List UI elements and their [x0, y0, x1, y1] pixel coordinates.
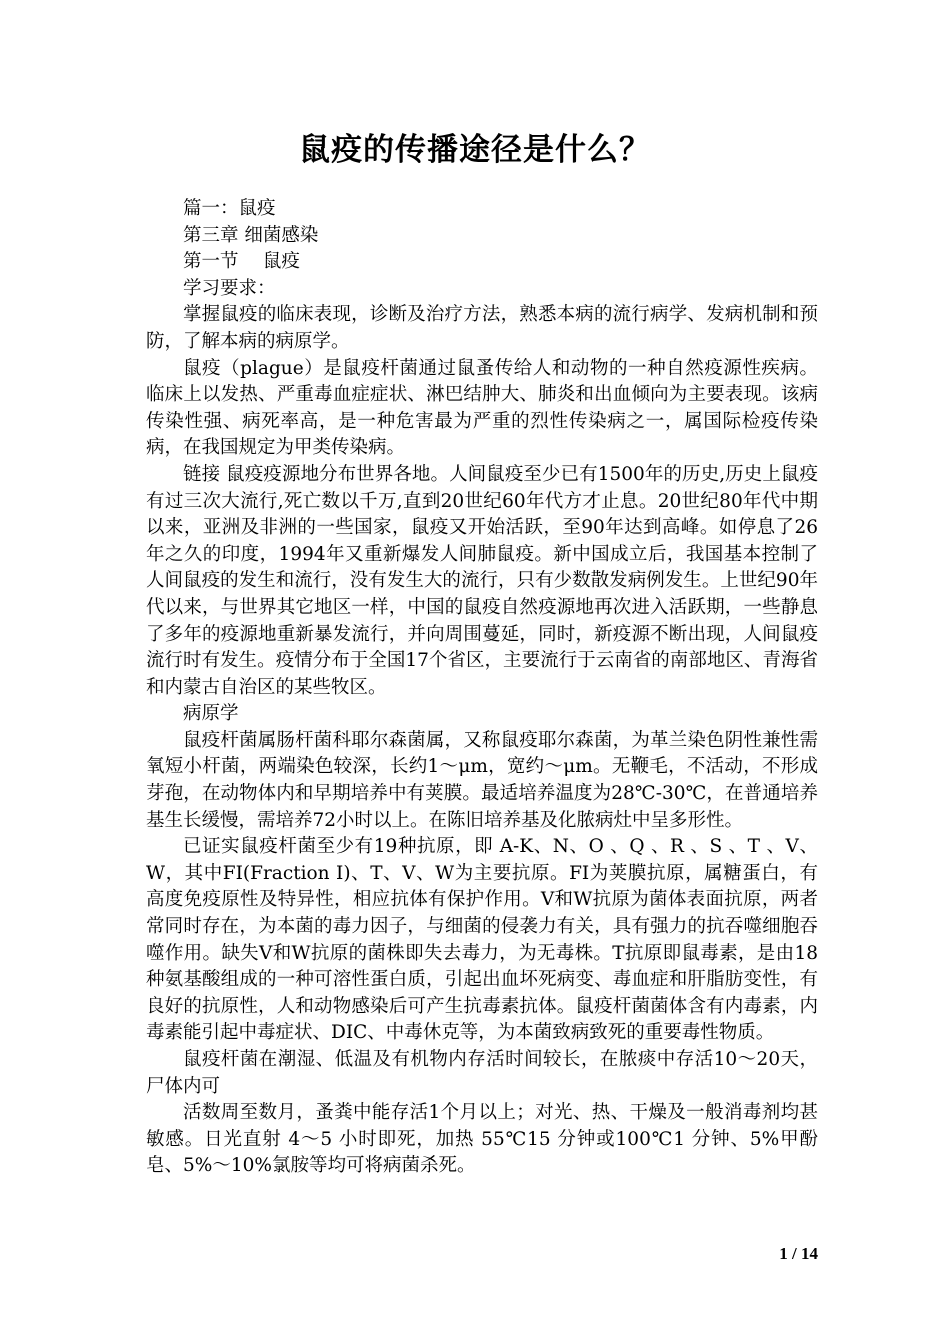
- paragraph-etiology: 鼠疫杆菌属肠杆菌科耶尔森菌属，又称鼠疫耶尔森菌，为革兰染色阴性兼性需氧短小杆菌，两端染色较深，长约1～μm，宽约～μm。无鞭毛，不活动，不形成芽孢，在动物体内和早期培养中有荚膜。最适培养温度为28℃-30℃，在普通培养基生长缓慢，需培养72小时以上。在陈旧培养基及化脓病灶中呈多形性。: [146, 729, 818, 831]
- paragraph-survival: 鼠疫杆菌在潮湿、低温及有机物内存活时间较长，在脓痰中存活10～20天，尸体内可: [146, 1049, 818, 1097]
- paragraph-requirements: 掌握鼠疫的临床表现，诊断及治疗方法，熟悉本病的流行病学、发病机制和预防，了解本病的病原学。: [146, 304, 818, 352]
- paragraph-antigens: 已证实鼠疫杆菌至少有19种抗原，即 A-K、N、O 、Q 、R 、S 、T 、V、W，其中FI(Fraction I)、T、V、W为主要抗原。FI为荚膜抗原，属糖蛋白，有高度免疫原性及特异性，相应抗体有保护作用。V和W抗原为菌体表面抗原，两者常同时存在，为本菌的毒力因子，与细菌的侵袭力有关，具有强力的抗吞噬细胞吞噬作用。缺失V和W抗原的菌株即失去毒力，为无毒株。T抗原即鼠毒素，是由18种氨基酸组成的一种可溶性蛋白质，引起出血坏死病变、毒血症和肝脂肪变性，有良好的抗原性，人和动物感染后可产生抗毒素抗体。鼠疫杆菌菌体含有内毒素，内毒素能引起中毒症状、DIC、中毒休克等，为本菌致病致死的重要毒性物质。: [146, 836, 818, 1044]
- paragraph-history: 链接 鼠疫疫源地分布世界各地。人间鼠疫至少已有1500年的历史,历史上鼠疫有过三次大流行,死亡数以千万,直到20世纪60年代方才止息。20世纪80年代中期以来，亚洲及非洲的一些国家，鼠疫又开始活跃，至90年达到高峰。如停息了26年之久的印度，1994年又重新爆发人间肺鼠疫。新中国成立后，我国基本控制了人间鼠疫的发生和流行，没有发生大的流行，只有少数散发病例发生。上世纪90年代以来，与世界其它地区一样，中国的鼠疫自然疫源地再次进入活跃期，一些静息了多年的疫源地重新暴发流行，并向周围蔓延，同时，新疫源不断出现，人间鼠疫流行时有发生。疫情分布于全国17个省区，主要流行于云南省的南部地区、青海省和内蒙古自治区的某些牧区。: [146, 463, 818, 698]
- document-body: [146, 196, 818, 1180]
- paragraph-heading-part: 篇一：鼠疫: [183, 198, 276, 219]
- paragraph-heading-requirements: 学习要求：: [183, 277, 276, 299]
- paragraph-definition: 鼠疫（plague）是鼠疫杆菌通过鼠蚤传给人和动物的一种自然疫源性疾病。临床上以发热、严重毒血症症状、淋巴结肿大、肺炎和出血倾向为主要表现。该病传染性强、病死率高，是一种危害最为严重的烈性传染病之一，属国际检疫传染病，在我国规定为甲类传染病。: [146, 357, 818, 459]
- paragraph-heading-chapter: 第三章 细菌感染: [183, 224, 319, 246]
- paragraph-heading-etiology: 病原学: [183, 703, 239, 725]
- paragraph-heading-section: 第一节 鼠疫: [183, 251, 300, 273]
- page-number: 1 / 14: [779, 1244, 818, 1263]
- document-title: 鼠疫的传播途径是什么？: [299, 132, 651, 168]
- paragraph-survival-cont: 活数周至数月，蚤粪中能存活1个月以上；对光、热、干燥及一般消毒剂均甚敏感。日光直射 4～5 小时即死，加热 55℃15 分钟或100℃1 分钟、5%甲酚皂、5%～10%氯胺等均可将病菌杀死。: [146, 1102, 818, 1177]
